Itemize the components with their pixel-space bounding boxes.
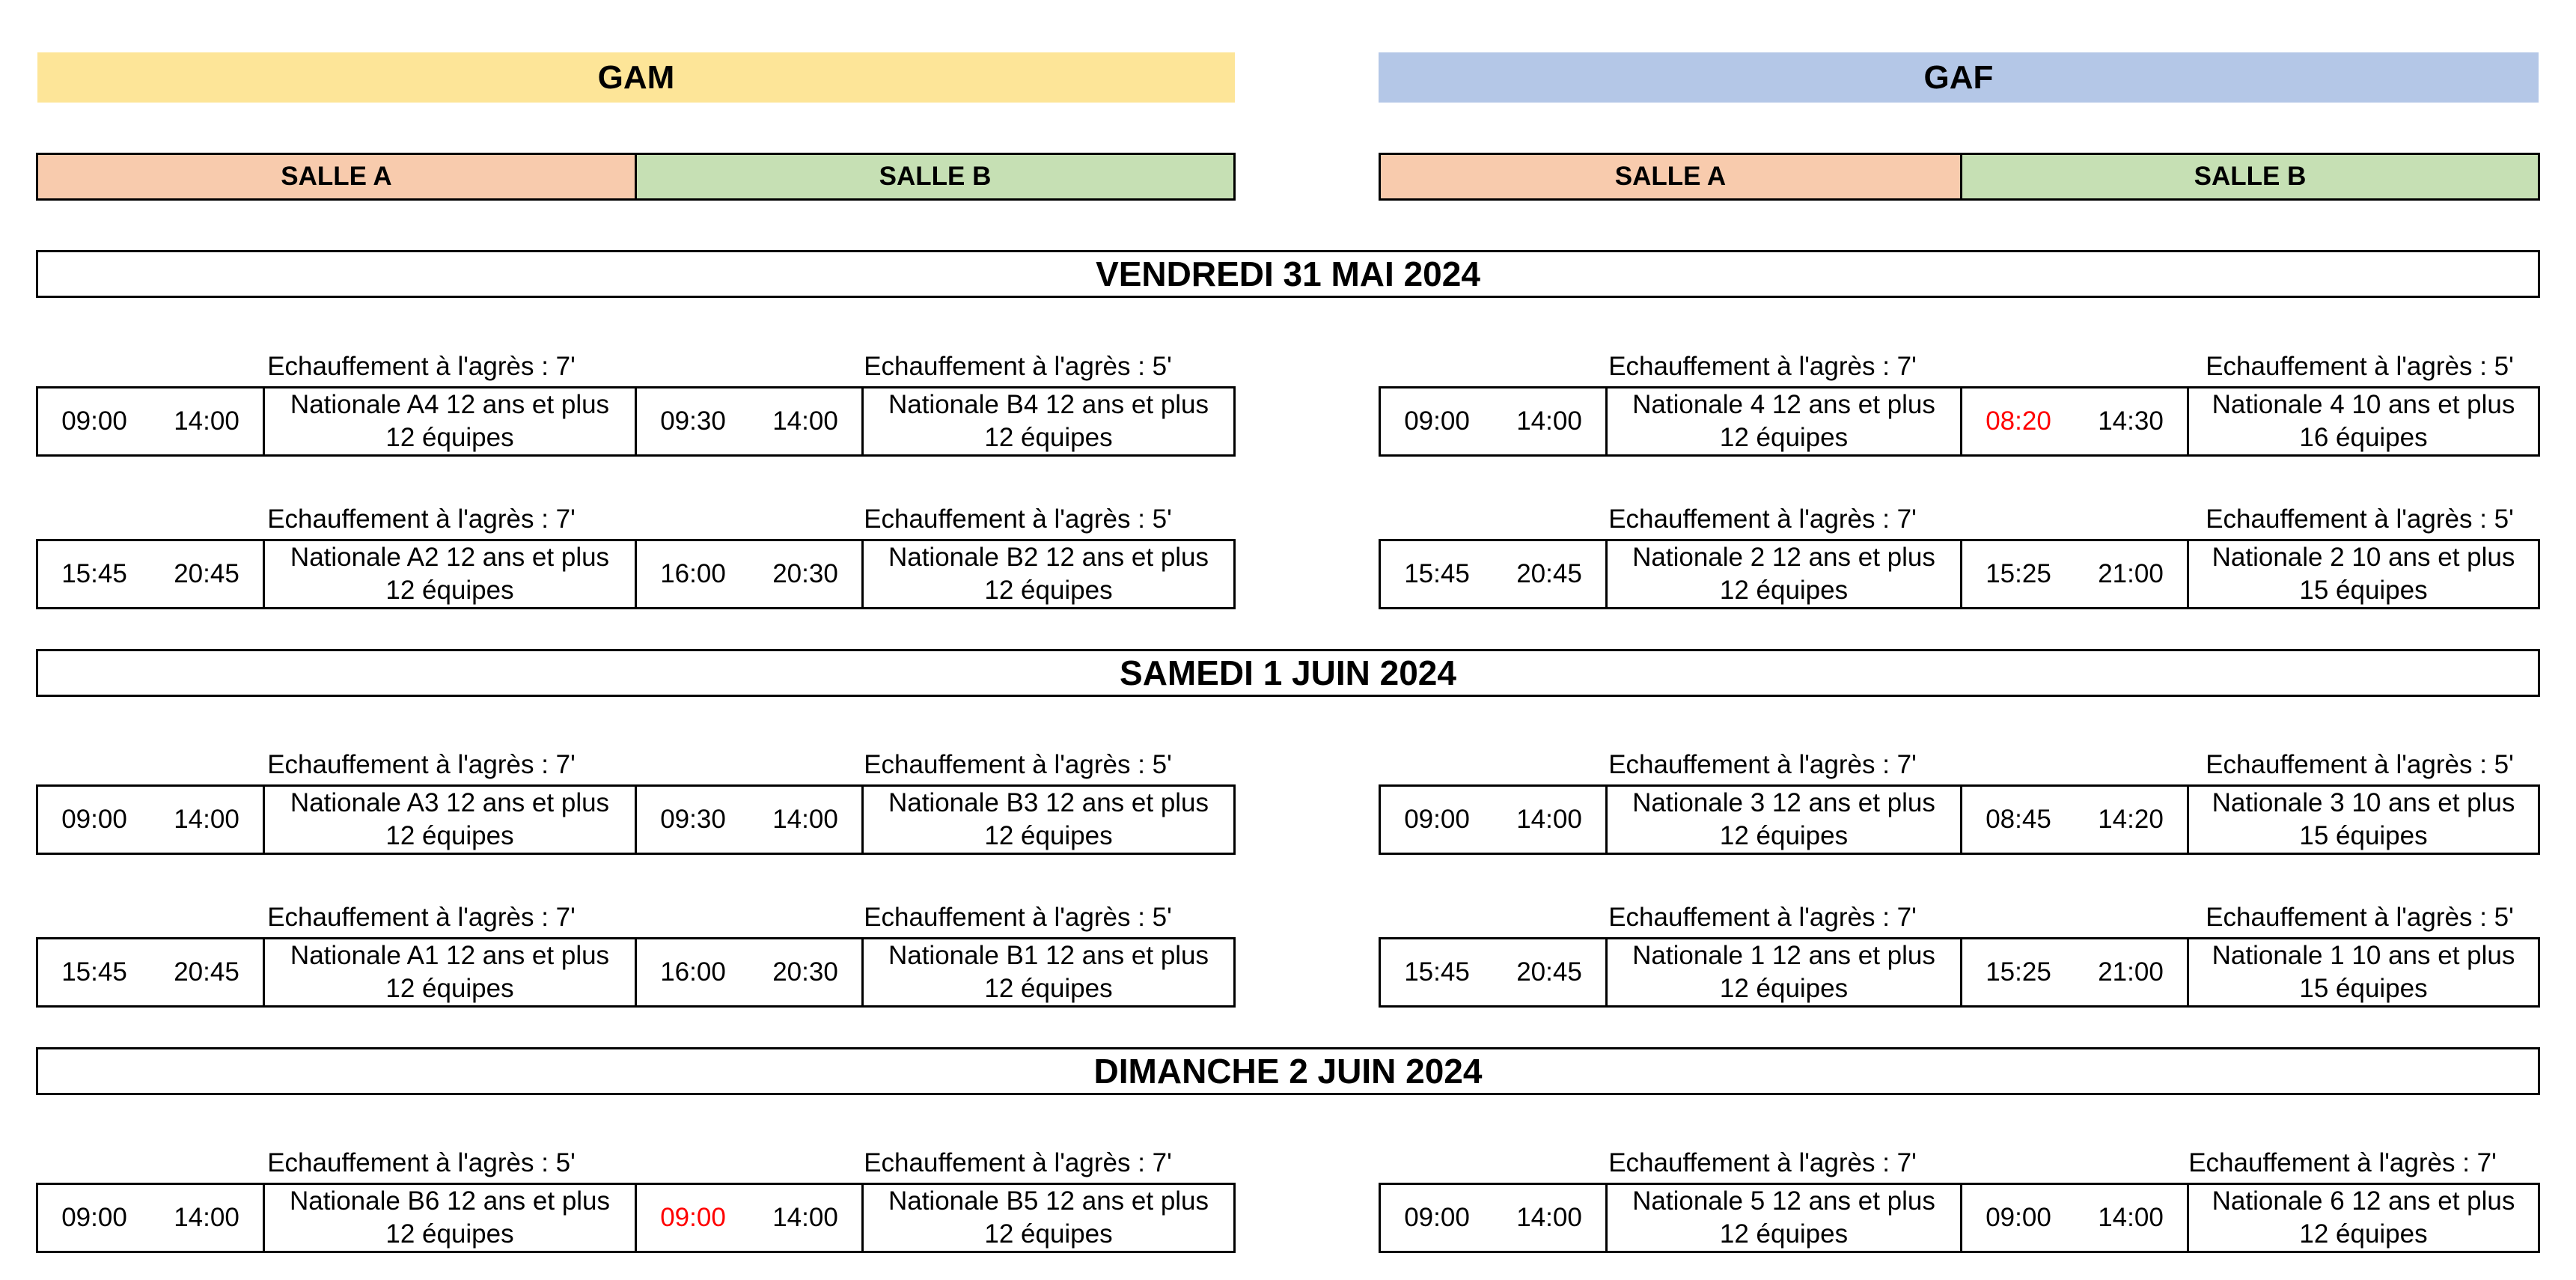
end-time: 20:45 [1516, 559, 1582, 588]
team-count: 16 équipes [2299, 423, 2428, 452]
start-time: 16:00 [660, 559, 726, 588]
end-time: 14:00 [174, 805, 239, 834]
gam-hall-b-label: SALLE B [637, 155, 1233, 198]
warmup-note: Echauffement à l'agrès : 5' [2206, 505, 2514, 534]
team-count: 12 équipes [1719, 423, 1849, 452]
end-time: 14:00 [1516, 406, 1582, 436]
team-count: 12 équipes [1719, 821, 1849, 850]
team-count: 12 équipes [385, 974, 514, 1003]
end-time: 14:00 [1516, 1203, 1582, 1232]
start-time: 09:00 [1404, 1203, 1470, 1232]
competition-name: Nationale 5 12 ans et plus [1632, 1186, 1935, 1216]
competition-name: Nationale B4 12 ans et plus [888, 390, 1209, 419]
warmup-note: Echauffement à l'agrès : 5' [864, 903, 1172, 932]
competition-info [1605, 388, 1962, 454]
time-range [637, 787, 861, 853]
warmup-note: Echauffement à l'agrès : 7' [1608, 750, 1917, 779]
team-count: 12 équipes [385, 576, 514, 605]
end-time: 14:00 [772, 805, 838, 834]
time-range [38, 1185, 263, 1251]
competition-name: Nationale 3 10 ans et plus [2212, 788, 2515, 817]
competition-info [2187, 787, 2538, 853]
start-time: 08:45 [1986, 805, 2051, 834]
start-time: 15:45 [1404, 957, 1470, 987]
start-time: 09:00 [1986, 1203, 2051, 1232]
start-time: 09:30 [660, 406, 726, 436]
warmup-note: Echauffement à l'agrès : 5' [2206, 750, 2514, 779]
competition-name: Nationale B3 12 ans et plus [888, 788, 1209, 817]
competition-info [861, 1185, 1233, 1251]
session-row [36, 386, 1236, 457]
time-range [1962, 1185, 2187, 1251]
day-title: DIMANCHE 2 JUIN 2024 [36, 1047, 2540, 1095]
warmup-note: Echauffement à l'agrès : 7' [267, 352, 576, 381]
time-range [1381, 541, 1605, 607]
start-time: 09:00 [660, 1203, 726, 1232]
end-time: 14:00 [2098, 1203, 2164, 1232]
warmup-note: Echauffement à l'agrès : 5' [864, 505, 1172, 534]
team-count: 12 équipes [984, 974, 1113, 1003]
time-range [637, 1185, 861, 1251]
competition-name: Nationale 1 10 ans et plus [2212, 941, 2515, 970]
competition-name: Nationale 6 12 ans et plus [2212, 1186, 2515, 1216]
team-count: 12 équipes [2299, 1219, 2428, 1249]
warmup-note: Echauffement à l'agrès : 5' [2206, 352, 2514, 381]
team-count: 12 équipes [385, 1219, 514, 1249]
session-row [1379, 386, 2540, 457]
start-time: 15:45 [1404, 559, 1470, 588]
warmup-note: Echauffement à l'agrès : 7' [267, 750, 576, 779]
warmup-note: Echauffement à l'agrès : 5' [2206, 903, 2514, 932]
team-count: 12 équipes [1719, 576, 1849, 605]
competition-info [2187, 1185, 2538, 1251]
end-time: 14:00 [1516, 805, 1582, 834]
end-time: 14:20 [2098, 805, 2164, 834]
gam-halls-row [36, 153, 1236, 201]
session-row [1379, 937, 2540, 1008]
time-range [38, 388, 263, 454]
start-time: 15:25 [1986, 957, 2051, 987]
competition-info [2187, 939, 2538, 1005]
time-range [637, 388, 861, 454]
team-count: 12 équipes [984, 576, 1113, 605]
time-range [1381, 939, 1605, 1005]
competition-name: Nationale 1 12 ans et plus [1632, 941, 1935, 970]
time-range [1381, 388, 1605, 454]
start-time: 15:25 [1986, 559, 2051, 588]
time-range [38, 541, 263, 607]
warmup-note: Echauffement à l'agrès : 5' [864, 750, 1172, 779]
gaf-halls-row [1379, 153, 2540, 201]
time-range [1962, 939, 2187, 1005]
start-time: 09:00 [1404, 805, 1470, 834]
competition-info [1605, 1185, 1962, 1251]
gam-header: GAM [37, 52, 1235, 103]
end-time: 20:30 [772, 559, 838, 588]
start-time: 09:00 [61, 805, 127, 834]
team-count: 12 équipes [1719, 974, 1849, 1003]
warmup-note: Echauffement à l'agrès : 7' [2188, 1148, 2497, 1177]
competition-name: Nationale B1 12 ans et plus [888, 941, 1209, 970]
competition-info [263, 541, 637, 607]
end-time: 14:00 [772, 1203, 838, 1232]
competition-info [2187, 541, 2538, 607]
day-title: VENDREDI 31 MAI 2024 [36, 250, 2540, 298]
competition-name: Nationale B5 12 ans et plus [888, 1186, 1209, 1216]
session-row [36, 784, 1236, 855]
warmup-note: Echauffement à l'agrès : 7' [1608, 1148, 1917, 1177]
time-range [1962, 388, 2187, 454]
competition-name: Nationale A3 12 ans et plus [290, 788, 610, 817]
competition-name: Nationale 4 10 ans et plus [2212, 390, 2515, 419]
team-count: 12 équipes [984, 821, 1113, 850]
competition-name: Nationale 2 12 ans et plus [1632, 543, 1935, 572]
end-time: 14:00 [174, 1203, 239, 1232]
end-time: 20:45 [174, 957, 239, 987]
end-time: 21:00 [2098, 957, 2164, 987]
competition-info [263, 939, 637, 1005]
session-row [36, 937, 1236, 1008]
competition-name: Nationale 4 12 ans et plus [1632, 390, 1935, 419]
warmup-note: Echauffement à l'agrès : 7' [864, 1148, 1172, 1177]
competition-name: Nationale A2 12 ans et plus [290, 543, 610, 572]
time-range [1962, 787, 2187, 853]
start-time: 09:30 [660, 805, 726, 834]
gaf-hall-b-label: SALLE B [1962, 155, 2538, 198]
competition-info [2187, 388, 2538, 454]
team-count: 12 équipes [984, 1219, 1113, 1249]
competition-info [1605, 939, 1962, 1005]
time-range [1381, 1185, 1605, 1251]
session-row [1379, 1183, 2540, 1253]
warmup-note: Echauffement à l'agrès : 7' [267, 903, 576, 932]
competition-info [263, 787, 637, 853]
team-count: 15 équipes [2299, 821, 2428, 850]
warmup-note: Echauffement à l'agrès : 5' [864, 352, 1172, 381]
start-time: 09:00 [61, 1203, 127, 1232]
time-range [637, 939, 861, 1005]
competition-info [1605, 541, 1962, 607]
competition-info [861, 388, 1233, 454]
end-time: 14:30 [2098, 406, 2164, 436]
time-range [1381, 787, 1605, 853]
competition-name: Nationale 2 10 ans et plus [2212, 543, 2515, 572]
day-title: SAMEDI 1 JUIN 2024 [36, 649, 2540, 697]
end-time: 21:00 [2098, 559, 2164, 588]
end-time: 20:30 [772, 957, 838, 987]
start-time: 16:00 [660, 957, 726, 987]
end-time: 14:00 [772, 406, 838, 436]
competition-info [263, 1185, 637, 1251]
start-time: 15:45 [61, 559, 127, 588]
session-row [36, 539, 1236, 609]
time-range [38, 787, 263, 853]
warmup-note: Echauffement à l'agrès : 7' [1608, 505, 1917, 534]
competition-info [861, 787, 1233, 853]
competition-name: Nationale B2 12 ans et plus [888, 543, 1209, 572]
session-row [1379, 784, 2540, 855]
end-time: 14:00 [174, 406, 239, 436]
warmup-note: Echauffement à l'agrès : 7' [267, 505, 576, 534]
warmup-note: Echauffement à l'agrès : 7' [1608, 352, 1917, 381]
gaf-header: GAF [1379, 52, 2539, 103]
time-range [1962, 541, 2187, 607]
warmup-note: Echauffement à l'agrès : 5' [267, 1148, 576, 1177]
session-row [1379, 539, 2540, 609]
team-count: 15 équipes [2299, 576, 2428, 605]
competition-name: Nationale A1 12 ans et plus [290, 941, 610, 970]
team-count: 15 équipes [2299, 974, 2428, 1003]
end-time: 20:45 [174, 559, 239, 588]
team-count: 12 équipes [385, 821, 514, 850]
start-time: 08:20 [1986, 406, 2051, 436]
start-time: 09:00 [61, 406, 127, 436]
start-time: 15:45 [61, 957, 127, 987]
competition-name: Nationale A4 12 ans et plus [290, 390, 610, 419]
time-range [637, 541, 861, 607]
gam-hall-a-label: SALLE A [38, 155, 637, 198]
time-range [38, 939, 263, 1005]
start-time: 09:00 [1404, 406, 1470, 436]
session-row [36, 1183, 1236, 1253]
gaf-hall-a-label: SALLE A [1381, 155, 1962, 198]
competition-info [1605, 787, 1962, 853]
team-count: 12 équipes [385, 423, 514, 452]
team-count: 12 équipes [984, 423, 1113, 452]
competition-name: Nationale B6 12 ans et plus [289, 1186, 611, 1216]
competition-name: Nationale 3 12 ans et plus [1632, 788, 1935, 817]
competition-info [861, 541, 1233, 607]
competition-info [861, 939, 1233, 1005]
competition-info [263, 388, 637, 454]
end-time: 20:45 [1516, 957, 1582, 987]
warmup-note: Echauffement à l'agrès : 7' [1608, 903, 1917, 932]
team-count: 12 équipes [1719, 1219, 1849, 1249]
